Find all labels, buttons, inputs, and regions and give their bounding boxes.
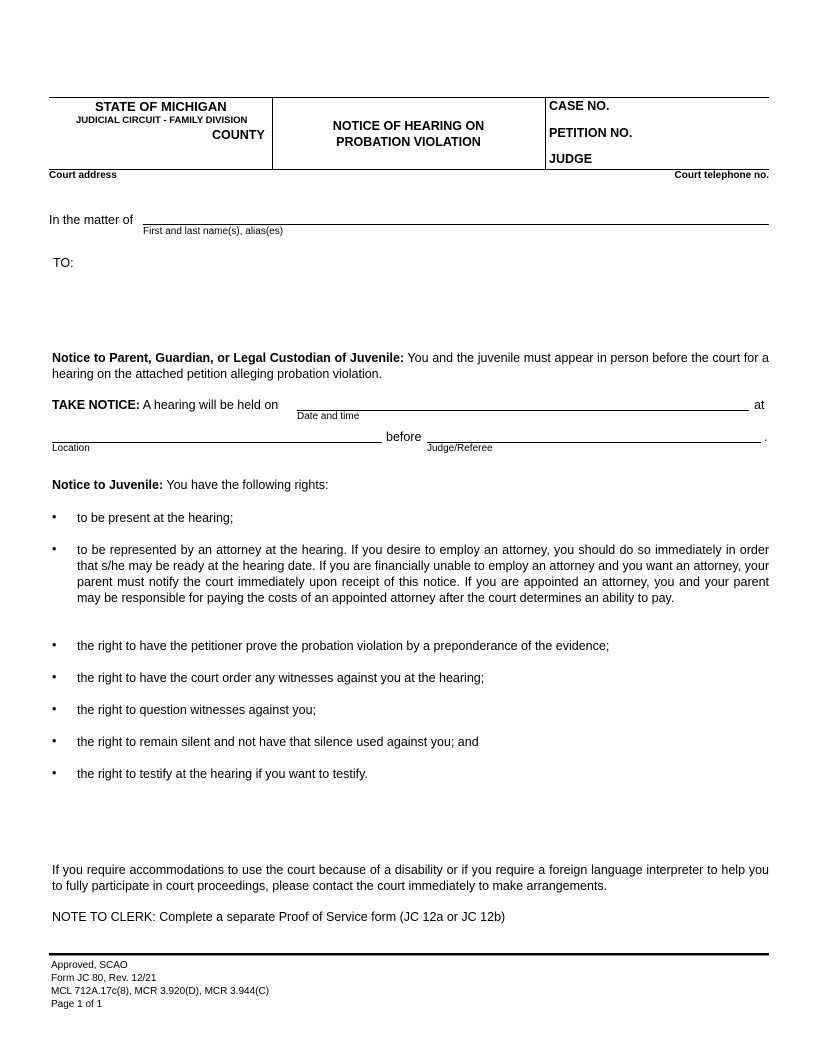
court-address-label: Court address <box>49 170 117 181</box>
notice-parent-paragraph <box>52 350 769 382</box>
bullet-icon: • <box>52 510 57 524</box>
take-notice-line <box>52 398 278 412</box>
matter-name-field[interactable] <box>143 224 769 225</box>
judicial-circuit-label: JUDICIAL CIRCUIT - FAMILY DIVISION <box>76 115 248 126</box>
bullet-icon: • <box>52 702 57 716</box>
footer-block <box>51 959 269 1011</box>
header-divider-right <box>545 97 546 169</box>
bullet-icon: • <box>52 734 57 748</box>
notice-parent-heading: Notice to Parent, Guardian, or Legal Custodian of Juvenile: <box>52 351 405 365</box>
form-title-line1: NOTICE OF HEARING ON <box>332 119 485 133</box>
take-notice-period: . <box>764 430 768 444</box>
location-field[interactable] <box>52 442 382 443</box>
date-time-sublabel: Date and time <box>297 411 360 422</box>
location-sublabel: Location <box>52 443 90 454</box>
right-item: the right to have the court order any witnesses against you at the hearing; <box>77 671 485 685</box>
footer-statutes: MCL 712A.17c(8), MCR 3.920(D), MCR 3.944(C) <box>51 986 270 997</box>
petition-no-label: PETITION NO. <box>549 126 633 140</box>
form-title-line2: PROBATION VIOLATION <box>336 135 481 149</box>
county-label: COUNTY <box>212 128 265 142</box>
footer-rule <box>49 953 769 956</box>
bullet-icon: • <box>52 766 57 780</box>
header-top-rule <box>49 97 769 98</box>
header-bottom-rule <box>49 169 769 170</box>
state-name: STATE OF MICHIGAN <box>95 99 227 114</box>
accommodations-paragraph: If you require accommodations to use the court because of a disability or if you require a foreign language interpreter to help you to fully participate in court proceedings, please contact the court immediately to make arrangements. <box>52 863 769 893</box>
footer-page-number: Page 1 of 1 <box>51 999 103 1010</box>
bullet-icon: • <box>52 638 57 652</box>
take-notice-heading: TAKE NOTICE: <box>52 398 140 412</box>
right-item: the right to question witnesses against you; <box>77 703 317 717</box>
take-notice-at: at <box>754 398 765 412</box>
notice-juvenile-text: You have the following rights: <box>163 478 329 492</box>
footer-approved: Approved, SCAO <box>51 960 128 971</box>
notice-juvenile-line <box>52 478 329 492</box>
right-item: the right to have the petitioner prove the probation violation by a preponderance of the evidence; <box>77 639 610 653</box>
form-title <box>272 118 545 150</box>
take-notice-before: before <box>386 430 422 444</box>
footer-form-number: Form JC 80, Rev. 12/21 <box>51 973 157 984</box>
hearing-date-field[interactable] <box>297 410 749 411</box>
matter-name-sublabel: First and last name(s), alias(es) <box>143 226 284 237</box>
court-telephone-label: Court telephone no. <box>674 170 769 181</box>
judge-label: JUDGE <box>549 152 593 166</box>
judge-referee-sublabel: Judge/Referee <box>427 443 493 454</box>
matter-label: In the matter of <box>49 213 134 227</box>
right-item: the right to testify at the hearing if you want to testify. <box>77 767 368 781</box>
right-item: to be present at the hearing; <box>77 511 234 525</box>
take-notice-text: A hearing will be held on <box>139 398 279 412</box>
right-item: the right to remain silent and not have that silence used against you; and <box>77 735 479 749</box>
bullet-icon: • <box>52 670 57 684</box>
bullet-icon: • <box>52 542 57 556</box>
right-item: to be represented by an attorney at the hearing. If you desire to employ an attorney, you should do so immediately in order that s/he may be ready at the hearing date. If you are financially unable to employ an attorney and you want an attorney, your parent must notify the court immediately upon receipt of this notice. If you are appointed an attorney, you and your parent may be responsible for paying the costs of an appointed attorney after the court determines an ability to pay. <box>77 543 769 605</box>
notice-juvenile-heading: Notice to Juvenile: <box>52 478 164 492</box>
clerk-note: NOTE TO CLERK: Complete a separate Proof of Service form (JC 12a or JC 12b) <box>52 910 506 924</box>
case-no-label: CASE NO. <box>549 99 610 113</box>
to-label: TO: <box>53 256 74 270</box>
notice-parent-text: You and the juvenile must appear in person before the court for a hearing on the attached petition alleging probation violation. <box>52 351 769 381</box>
